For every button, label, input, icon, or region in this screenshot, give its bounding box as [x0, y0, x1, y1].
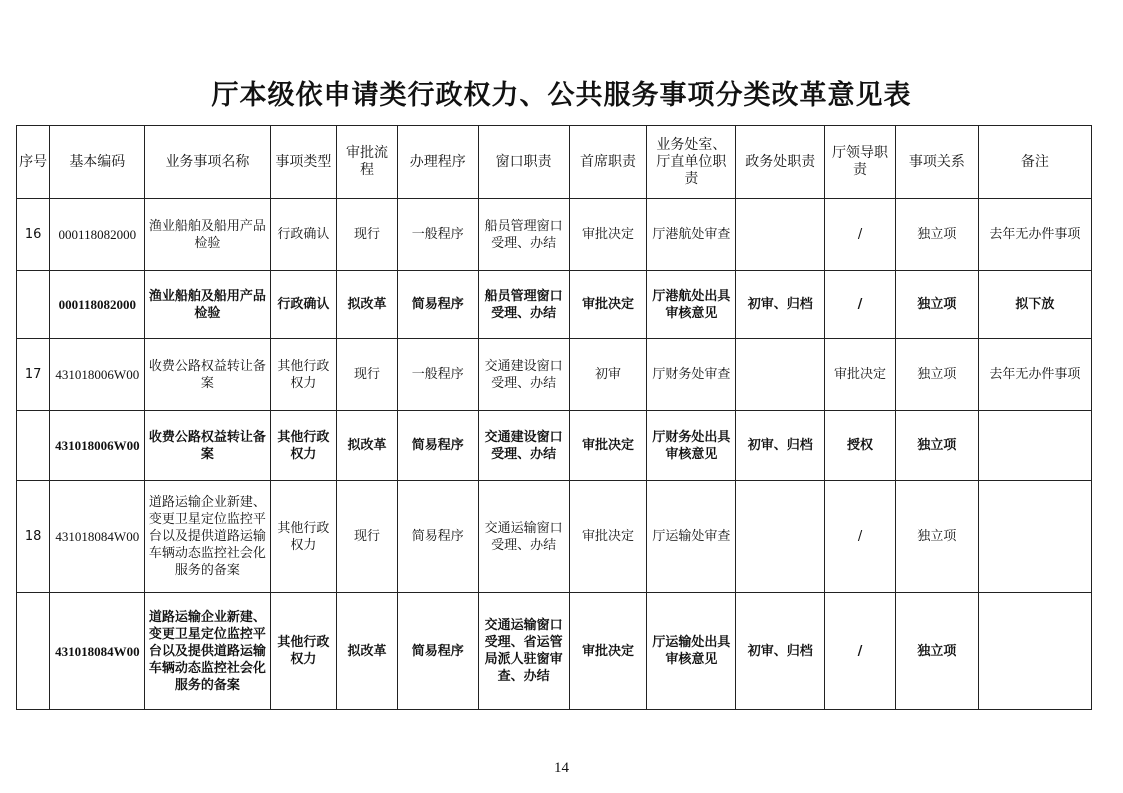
table-row: [17, 339, 1092, 411]
page-number: 14: [554, 760, 569, 776]
cell-leader: 审批决定: [825, 339, 896, 411]
cell-dept: 厅港航处出具审核意见: [647, 271, 736, 339]
cell-name: 道路运输企业新建、变更卫星定位监控平台以及提供道路运输车辆动态监控社会化服务的备案: [145, 593, 270, 710]
cell-relation: 独立项: [895, 593, 978, 710]
cell-dept: 厅运输处审查: [647, 481, 736, 593]
cell-dept: 厅财务处出具审核意见: [647, 411, 736, 481]
cell-dept: 厅港航处审查: [647, 199, 736, 271]
cell-chief: 审批决定: [569, 411, 647, 481]
cell-type: 行政确认: [270, 271, 337, 339]
cell-dept: 厅运输处出具审核意见: [647, 593, 736, 710]
cell-code: 000118082000: [50, 271, 145, 339]
cell-chief: 初审: [569, 339, 647, 411]
table-row: [17, 593, 1092, 710]
cell-window: 交通运输窗口受理、办结: [478, 481, 569, 593]
cell-dept: 厅财务处审查: [647, 339, 736, 411]
cell-code: 000118082000: [50, 199, 145, 271]
cell-code: 431018084W00: [50, 481, 145, 593]
cell-name: 渔业船舶及船用产品检验: [145, 271, 270, 339]
cell-type: 行政确认: [270, 199, 337, 271]
header-cell: 业务处室、厅直单位职责: [647, 126, 736, 199]
cell-remark: [978, 411, 1091, 481]
cell-flow: 拟改革: [337, 593, 398, 710]
cell-window: 船员管理窗口受理、办结: [478, 199, 569, 271]
cell-code: 431018006W00: [50, 411, 145, 481]
cell-procedure: 简易程序: [397, 481, 478, 593]
cell-remark: 拟下放: [978, 271, 1091, 339]
header-cell: 政务处职责: [736, 126, 825, 199]
cell-relation: 独立项: [895, 271, 978, 339]
header-cell: 业务事项名称: [145, 126, 270, 199]
cell-relation: 独立项: [895, 411, 978, 481]
cell-no: 17: [17, 339, 50, 411]
cell-remark: 去年无办件事项: [978, 199, 1091, 271]
header-cell: 审批流程: [337, 126, 398, 199]
cell-no: [17, 593, 50, 710]
cell-name: 道路运输企业新建、变更卫星定位监控平台以及提供道路运输车辆动态监控社会化服务的备案: [145, 481, 270, 593]
header-cell: 备注: [978, 126, 1091, 199]
cell-gov: 初审、归档: [736, 411, 825, 481]
header-cell: 基本编码: [50, 126, 145, 199]
cell-remark: 去年无办件事项: [978, 339, 1091, 411]
cell-no: [17, 411, 50, 481]
cell-flow: 现行: [337, 199, 398, 271]
cell-code: 431018084W00: [50, 593, 145, 710]
cell-flow: 现行: [337, 339, 398, 411]
cell-window: 交通运输窗口受理、省运管局派人驻窗审查、办结: [478, 593, 569, 710]
cell-relation: 独立项: [895, 339, 978, 411]
header-cell: 序号: [17, 126, 50, 199]
cell-procedure: 一般程序: [397, 339, 478, 411]
cell-window: 交通建设窗口受理、办结: [478, 411, 569, 481]
table-row: [17, 271, 1092, 339]
header-cell: 厅领导职责: [825, 126, 896, 199]
cell-leader: /: [825, 199, 896, 271]
header-cell: 办理程序: [397, 126, 478, 199]
table-row: [17, 411, 1092, 481]
header-cell: 窗口职责: [478, 126, 569, 199]
cell-no: 18: [17, 481, 50, 593]
header-cell: 事项关系: [895, 126, 978, 199]
cell-type: 其他行政权力: [270, 339, 337, 411]
cell-procedure: 简易程序: [397, 593, 478, 710]
cell-flow: 拟改革: [337, 411, 398, 481]
cell-procedure: 简易程序: [397, 411, 478, 481]
cell-leader: 授权: [825, 411, 896, 481]
cell-leader: /: [825, 593, 896, 710]
header-cell: 事项类型: [270, 126, 337, 199]
cell-no: 16: [17, 199, 50, 271]
cell-gov: 初审、归档: [736, 593, 825, 710]
table-row: [17, 481, 1092, 593]
cell-no: [17, 271, 50, 339]
table-row: [17, 199, 1092, 271]
cell-relation: 独立项: [895, 481, 978, 593]
cell-name: 收费公路权益转让备案: [145, 339, 270, 411]
cell-leader: /: [825, 271, 896, 339]
reform-table: [16, 125, 1092, 710]
cell-type: 其他行政权力: [270, 593, 337, 710]
cell-relation: 独立项: [895, 199, 978, 271]
cell-window: 交通建设窗口受理、办结: [478, 339, 569, 411]
cell-procedure: 简易程序: [397, 271, 478, 339]
cell-procedure: 一般程序: [397, 199, 478, 271]
cell-remark: [978, 593, 1091, 710]
cell-flow: 拟改革: [337, 271, 398, 339]
cell-gov: [736, 199, 825, 271]
cell-chief: 审批决定: [569, 481, 647, 593]
page-title: 厅本级依申请类行政权力、公共服务事项分类改革意见表: [211, 80, 912, 111]
cell-chief: 审批决定: [569, 593, 647, 710]
cell-type: 其他行政权力: [270, 481, 337, 593]
cell-chief: 审批决定: [569, 199, 647, 271]
cell-gov: [736, 481, 825, 593]
cell-code: 431018006W00: [50, 339, 145, 411]
header-cell: 首席职责: [569, 126, 647, 199]
cell-name: 渔业船舶及船用产品检验: [145, 199, 270, 271]
cell-flow: 现行: [337, 481, 398, 593]
cell-leader: /: [825, 481, 896, 593]
header-row: [17, 126, 1092, 199]
cell-remark: [978, 481, 1091, 593]
cell-window: 船员管理窗口受理、办结: [478, 271, 569, 339]
cell-chief: 审批决定: [569, 271, 647, 339]
cell-gov: [736, 339, 825, 411]
cell-gov: 初审、归档: [736, 271, 825, 339]
cell-type: 其他行政权力: [270, 411, 337, 481]
cell-name: 收费公路权益转让备案: [145, 411, 270, 481]
